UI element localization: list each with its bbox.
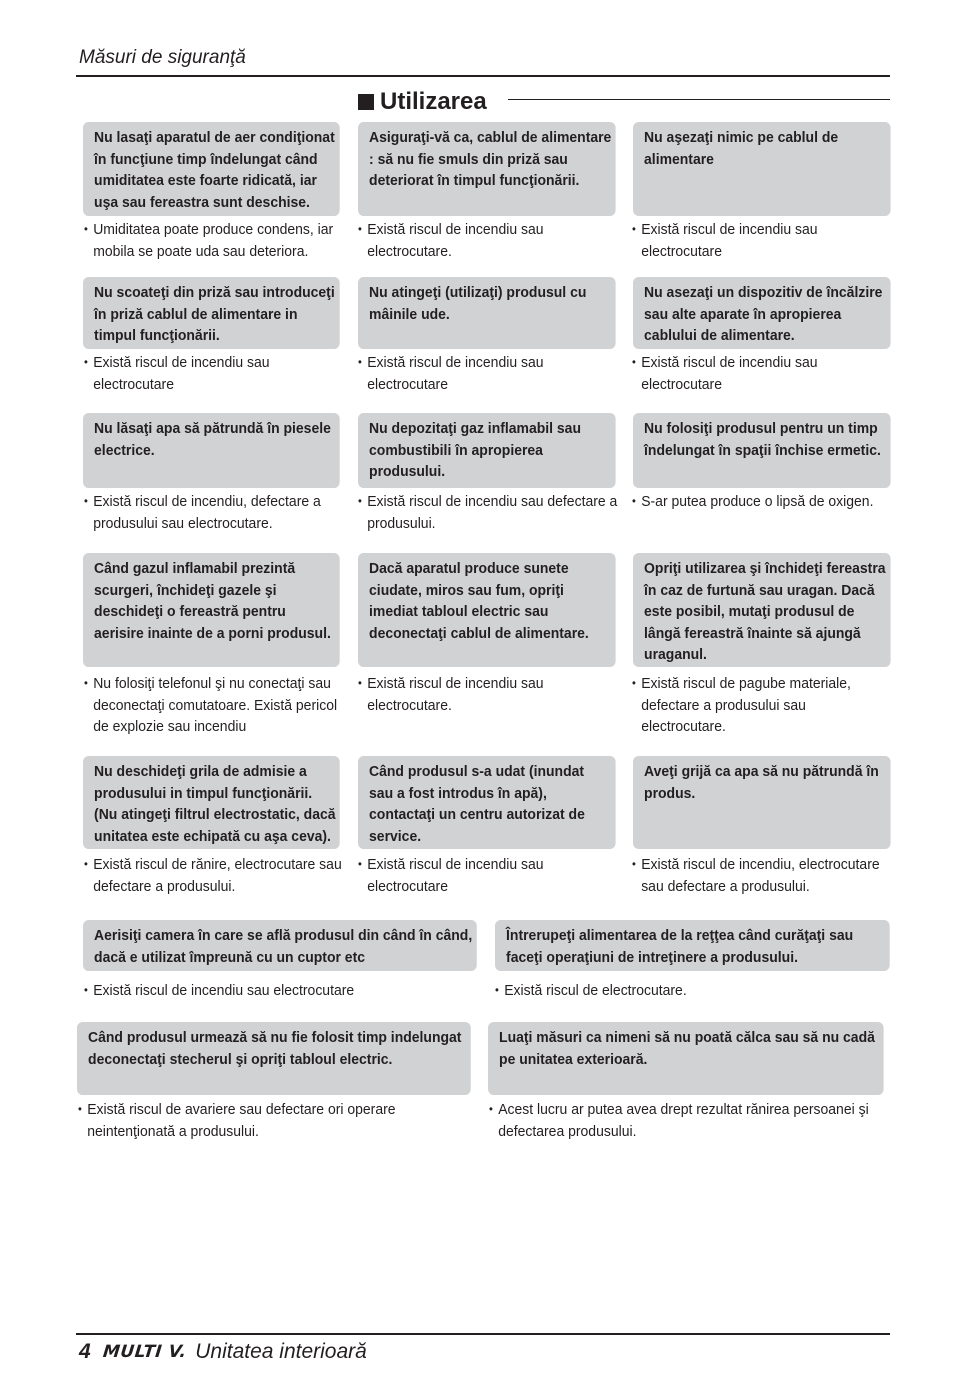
warning-note: • Există riscul de incendiu sau defectare a produsului. (358, 491, 625, 534)
section-heading-line (508, 99, 890, 100)
footer-text: Unitatea interioară (195, 1340, 367, 1363)
warning-box: Nu folosiţi produsul pentru un timp îndelungat în spaţii închise ermetic. (633, 413, 891, 488)
warning-note: • Există riscul de avariere sau defectare ori operare neintenţionată a produsului. (78, 1099, 474, 1142)
warning-box: Nu atingeţi (utilizaţi) produsul cu mâinile ude. (358, 277, 616, 349)
warning-note: • Există riscul de incendiu sau electrocutare (358, 352, 619, 395)
page-header-title: Măsuri de siguranţă (79, 47, 246, 68)
warning-note: • Există riscul de incendiu sau electrocutare (632, 219, 893, 262)
warning-note: • Există riscul de incendiu sau electrocutare (84, 980, 480, 1002)
warning-note: • Nu folosiţi telefonul şi nu conectaţi sau deconectaţi comutatoare. Există pericol de explozie sau incendiu (84, 673, 345, 738)
warning-box: Nu lăsaţi apa să pătrundă în piesele electrice. (83, 413, 340, 488)
warning-note: • Există riscul de incendiu sau electrocutare (84, 352, 345, 395)
warning-note: • Acest lucru ar putea avea drept rezultat rănirea persoanei şi defectarea produsului. (489, 1099, 890, 1142)
warning-box: Întrerupeţi alimentarea de la reţţea când curăţaţi sau faceţi operaţiuni de intreţinere a produsului. (495, 920, 890, 971)
warning-box: Opriţi utilizarea şi închideţi fereastra în caz de furtună sau uragan. Dacă este posibil, mutaţi produsul de lângă fereastră înainte să ajungă uraganul. (633, 553, 891, 667)
warning-box: Când produsul s-a udat (inundat sau a fost introdus în apă), contactaţi un centru autorizat de service. (358, 756, 616, 849)
warning-box: Asiguraţi-vă ca, cablul de alimentare : să nu fie smuls din priză sau deteriorat în timpul funcţionării. (358, 122, 616, 216)
warning-note: • Există riscul de incendiu sau electrocutare (632, 352, 893, 395)
warning-box: Nu scoateţi din priză sau introduceţi în priză cablul de alimentare in timpul funcţionării. (83, 277, 340, 349)
warning-box: Nu lasaţi aparatul de aer condiţionat în funcţiune timp îndelungat când umiditatea este foarte ridicată, iar uşa sau fereastra sunt deschise. (83, 122, 340, 216)
warning-note: • Există riscul de rănire, electrocutare sau defectare a produsului. (84, 854, 345, 897)
warning-box: Dacă aparatul produce sunete ciudate, miros sau fum, opriţi imediat tabloul electric sau deconectaţi cablul de alimentare. (358, 553, 616, 667)
warning-note: • Există riscul de pagube materiale, defectare a produsului sau electrocutare. (632, 673, 893, 738)
page-number: 4 (79, 1340, 91, 1363)
brand-logo: MULTI V. (101, 1342, 188, 1362)
warning-note: • Există riscul de incendiu sau electrocutare. (358, 219, 619, 262)
warning-box: Aveţi grijă ca apa să nu pătrundă în produs. (633, 756, 891, 849)
warning-box: Când produsul urmează să nu fie folosit timp indelungat deconectaţi stecherul şi opriţi tabloul electric. (77, 1022, 471, 1095)
warning-box: Luaţi măsuri ca nimeni să nu poată călca sau să nu cadă pe unitatea exterioară. (488, 1022, 884, 1095)
warning-note: • Există riscul de incendiu, defectare a produsului sau electrocutare. (84, 491, 345, 534)
section-title: Utilizarea (380, 88, 487, 115)
section-square-icon (358, 94, 374, 110)
warning-note: • Există riscul de incendiu sau electrocutare (358, 854, 619, 897)
warning-box: Când gazul inflamabil prezintă scurgeri, închideţi gazele şi deschideţi o fereastră pentru aerisire inainte de a porni produsul. (83, 553, 340, 667)
page-footer (79, 1338, 367, 1366)
warning-box: Nu asezaţi un dispozitiv de încălzire sau alte aparate în apropierea cablului de alimentare. (633, 277, 891, 349)
warning-note: • Există riscul de electrocutare. (495, 980, 891, 1002)
footer-divider (76, 1333, 890, 1335)
warning-box: Nu depozitaţi gaz inflamabil sau combustibili în apropierea produsului. (358, 413, 616, 488)
warning-box: Nu aşezaţi nimic pe cablul de alimentare (633, 122, 891, 216)
warning-box: Aerisiţi camera în care se află produsul din când în când, dacă e utilizat împreună cu un cuptor etc (83, 920, 477, 971)
warning-note: • Există riscul de incendiu sau electrocutare. (358, 673, 619, 716)
warning-note: • Umiditatea poate produce condens, iar mobila se poate uda sau deteriora. (84, 219, 345, 262)
warning-note: • Există riscul de incendiu, electrocutare sau defectare a produsului. (632, 854, 893, 897)
section-heading (358, 86, 487, 118)
warning-note: • S-ar putea produce o lipsă de oxigen. (632, 491, 893, 513)
warning-box: Nu deschideţi grila de admisie a produsului in timpul funcţionării. (Nu atingeţi filtrul electrostatic, dacă unitatea este echipată cu aşa ceva). (83, 756, 340, 849)
header-divider (76, 75, 890, 77)
